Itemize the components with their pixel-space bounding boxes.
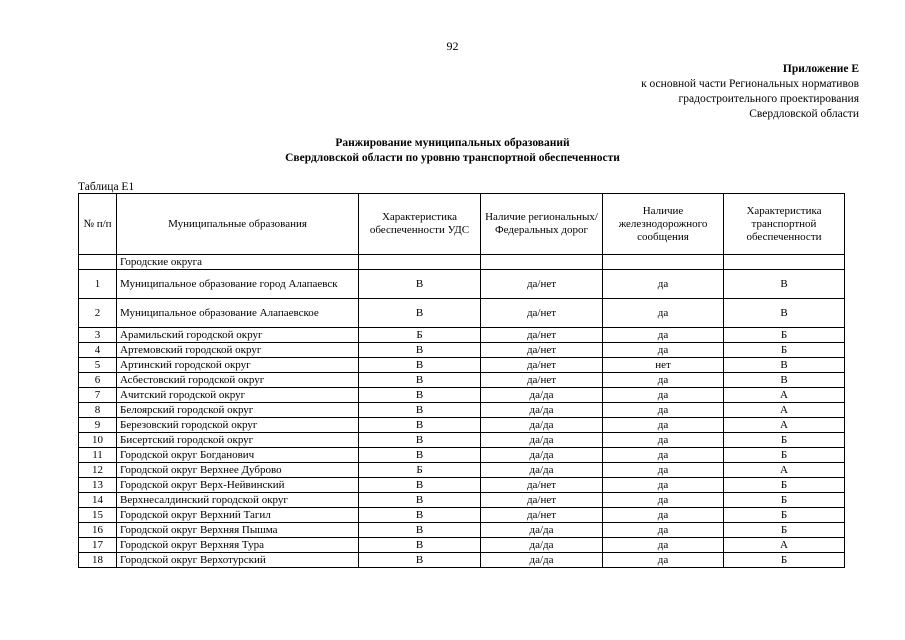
row-uds: Б	[359, 463, 481, 478]
row-roads: да/да	[481, 433, 603, 448]
row-municipality: Городской округ Верхняя Пышма	[117, 523, 359, 538]
row-municipality: Бисертский городской округ	[117, 433, 359, 448]
row-municipality: Городской округ Богданович	[117, 448, 359, 463]
row-num: 13	[79, 478, 117, 493]
row-roads: да/да	[481, 523, 603, 538]
row-num: 2	[79, 299, 117, 328]
row-roads: да/нет	[481, 299, 603, 328]
row-roads: да/нет	[481, 343, 603, 358]
row-municipality: Городской округ Верх-Нейвинский	[117, 478, 359, 493]
row-uds: В	[359, 418, 481, 433]
row-uds: В	[359, 553, 481, 568]
row-transport: Б	[724, 508, 845, 523]
row-municipality: Муниципальное образование город Алапаевск	[117, 270, 359, 299]
appendix-header	[641, 62, 859, 122]
row-transport: А	[724, 538, 845, 553]
row-num: 15	[79, 508, 117, 523]
row-roads: да/да	[481, 418, 603, 433]
row-railway: да	[603, 523, 724, 538]
row-uds: В	[359, 358, 481, 373]
table-row	[79, 328, 845, 343]
row-railway: да	[603, 478, 724, 493]
row-railway: да	[603, 418, 724, 433]
row-transport: Б	[724, 553, 845, 568]
document-title	[0, 136, 905, 166]
table-row	[79, 358, 845, 373]
row-num: 16	[79, 523, 117, 538]
row-transport: В	[724, 373, 845, 388]
table-row	[79, 448, 845, 463]
row-railway: нет	[603, 358, 724, 373]
row-transport: Б	[724, 448, 845, 463]
table-row	[79, 523, 845, 538]
appendix-title: Приложение Е	[782, 63, 859, 75]
row-railway: да	[603, 553, 724, 568]
row-railway: да	[603, 403, 724, 418]
table-row	[79, 418, 845, 433]
row-railway: да	[603, 433, 724, 448]
table-row	[79, 478, 845, 493]
ranking-table	[78, 193, 845, 568]
row-municipality: Ачитский городской округ	[117, 388, 359, 403]
row-roads: да/нет	[481, 358, 603, 373]
row-municipality: Городской округ Верхний Тагил	[117, 508, 359, 523]
row-roads: да/нет	[481, 508, 603, 523]
row-roads: да/нет	[481, 270, 603, 299]
appendix-line: Свердловской области	[749, 108, 859, 120]
row-railway: да	[603, 508, 724, 523]
document-title-line: Свердловской области по уровню транспортной обеспеченности	[285, 152, 620, 164]
table-row	[79, 508, 845, 523]
row-roads: да/да	[481, 463, 603, 478]
row-uds: В	[359, 478, 481, 493]
table-row	[79, 493, 845, 508]
row-num: 8	[79, 403, 117, 418]
row-railway: да	[603, 343, 724, 358]
row-num: 9	[79, 418, 117, 433]
row-municipality: Верхнесалдинский городской округ	[117, 493, 359, 508]
table-caption: Таблица Е1	[78, 181, 135, 193]
appendix-line: градостроительного проектирования	[678, 93, 859, 105]
row-transport: А	[724, 403, 845, 418]
row-roads: да/да	[481, 553, 603, 568]
row-transport: Б	[724, 328, 845, 343]
row-transport: Б	[724, 433, 845, 448]
page-number: 92	[446, 39, 459, 53]
row-roads: да/да	[481, 403, 603, 418]
row-uds: В	[359, 373, 481, 388]
table-row	[79, 343, 845, 358]
row-transport: А	[724, 463, 845, 478]
group-row	[79, 255, 845, 270]
header-num: № п/п	[79, 194, 117, 255]
row-uds: В	[359, 403, 481, 418]
row-uds: В	[359, 523, 481, 538]
header-municipality: Муниципальные образования	[117, 194, 359, 255]
row-uds: В	[359, 433, 481, 448]
header-roads: Наличие региональных/ Федеральных дорог	[481, 194, 603, 255]
group-label: Городские округа	[117, 255, 359, 270]
row-uds: В	[359, 493, 481, 508]
row-num: 17	[79, 538, 117, 553]
header-row	[79, 194, 845, 255]
table-row	[79, 373, 845, 388]
row-municipality: Артинский городской округ	[117, 358, 359, 373]
row-municipality: Муниципальное образование Алапаевское	[117, 299, 359, 328]
row-municipality: Арамильский городской округ	[117, 328, 359, 343]
row-transport: В	[724, 299, 845, 328]
appendix-line: к основной части Региональных нормативов	[641, 78, 859, 90]
header-railway: Наличие железнодорожного сообщения	[603, 194, 724, 255]
row-railway: да	[603, 299, 724, 328]
row-roads: да/нет	[481, 328, 603, 343]
row-municipality: Городской округ Верхнее Дуброво	[117, 463, 359, 478]
row-uds: В	[359, 343, 481, 358]
header-uds: Характеристика обеспеченности УДС	[359, 194, 481, 255]
row-num: 10	[79, 433, 117, 448]
row-num: 1	[79, 270, 117, 299]
header-transport: Характеристика транспортной обеспеченности	[724, 194, 845, 255]
row-railway: да	[603, 373, 724, 388]
row-transport: Б	[724, 493, 845, 508]
row-municipality: Городской округ Верхняя Тура	[117, 538, 359, 553]
row-uds: В	[359, 538, 481, 553]
row-num: 12	[79, 463, 117, 478]
row-railway: да	[603, 463, 724, 478]
row-railway: да	[603, 388, 724, 403]
row-railway: да	[603, 328, 724, 343]
table-row	[79, 538, 845, 553]
table-row	[79, 463, 845, 478]
row-uds: В	[359, 388, 481, 403]
row-uds: В	[359, 448, 481, 463]
row-transport: В	[724, 270, 845, 299]
row-municipality: Белоярский городской округ	[117, 403, 359, 418]
row-uds: В	[359, 299, 481, 328]
row-num: 4	[79, 343, 117, 358]
table-row	[79, 388, 845, 403]
row-num: 7	[79, 388, 117, 403]
row-uds: В	[359, 508, 481, 523]
row-municipality: Асбестовский городской округ	[117, 373, 359, 388]
document-title-line: Ранжирование муниципальных образований	[335, 137, 570, 149]
row-roads: да/да	[481, 448, 603, 463]
row-transport: Б	[724, 478, 845, 493]
row-transport: В	[724, 358, 845, 373]
row-num: 5	[79, 358, 117, 373]
table-row	[79, 553, 845, 568]
row-transport: А	[724, 418, 845, 433]
row-num: 11	[79, 448, 117, 463]
row-municipality: Березовский городской округ	[117, 418, 359, 433]
row-uds: Б	[359, 328, 481, 343]
row-transport: А	[724, 388, 845, 403]
row-roads: да/нет	[481, 493, 603, 508]
row-roads: да/нет	[481, 478, 603, 493]
row-roads: да/нет	[481, 373, 603, 388]
row-municipality: Городской округ Верхотурский	[117, 553, 359, 568]
row-num: 14	[79, 493, 117, 508]
row-railway: да	[603, 270, 724, 299]
row-roads: да/да	[481, 538, 603, 553]
row-num: 6	[79, 373, 117, 388]
row-railway: да	[603, 538, 724, 553]
row-uds: В	[359, 270, 481, 299]
table-row	[79, 433, 845, 448]
table-row	[79, 403, 845, 418]
row-num: 3	[79, 328, 117, 343]
row-railway: да	[603, 448, 724, 463]
row-num: 18	[79, 553, 117, 568]
row-transport: Б	[724, 343, 845, 358]
row-roads: да/да	[481, 388, 603, 403]
row-railway: да	[603, 493, 724, 508]
row-municipality: Артемовский городской округ	[117, 343, 359, 358]
table-row	[79, 270, 845, 299]
table-row	[79, 299, 845, 328]
row-transport: Б	[724, 523, 845, 538]
